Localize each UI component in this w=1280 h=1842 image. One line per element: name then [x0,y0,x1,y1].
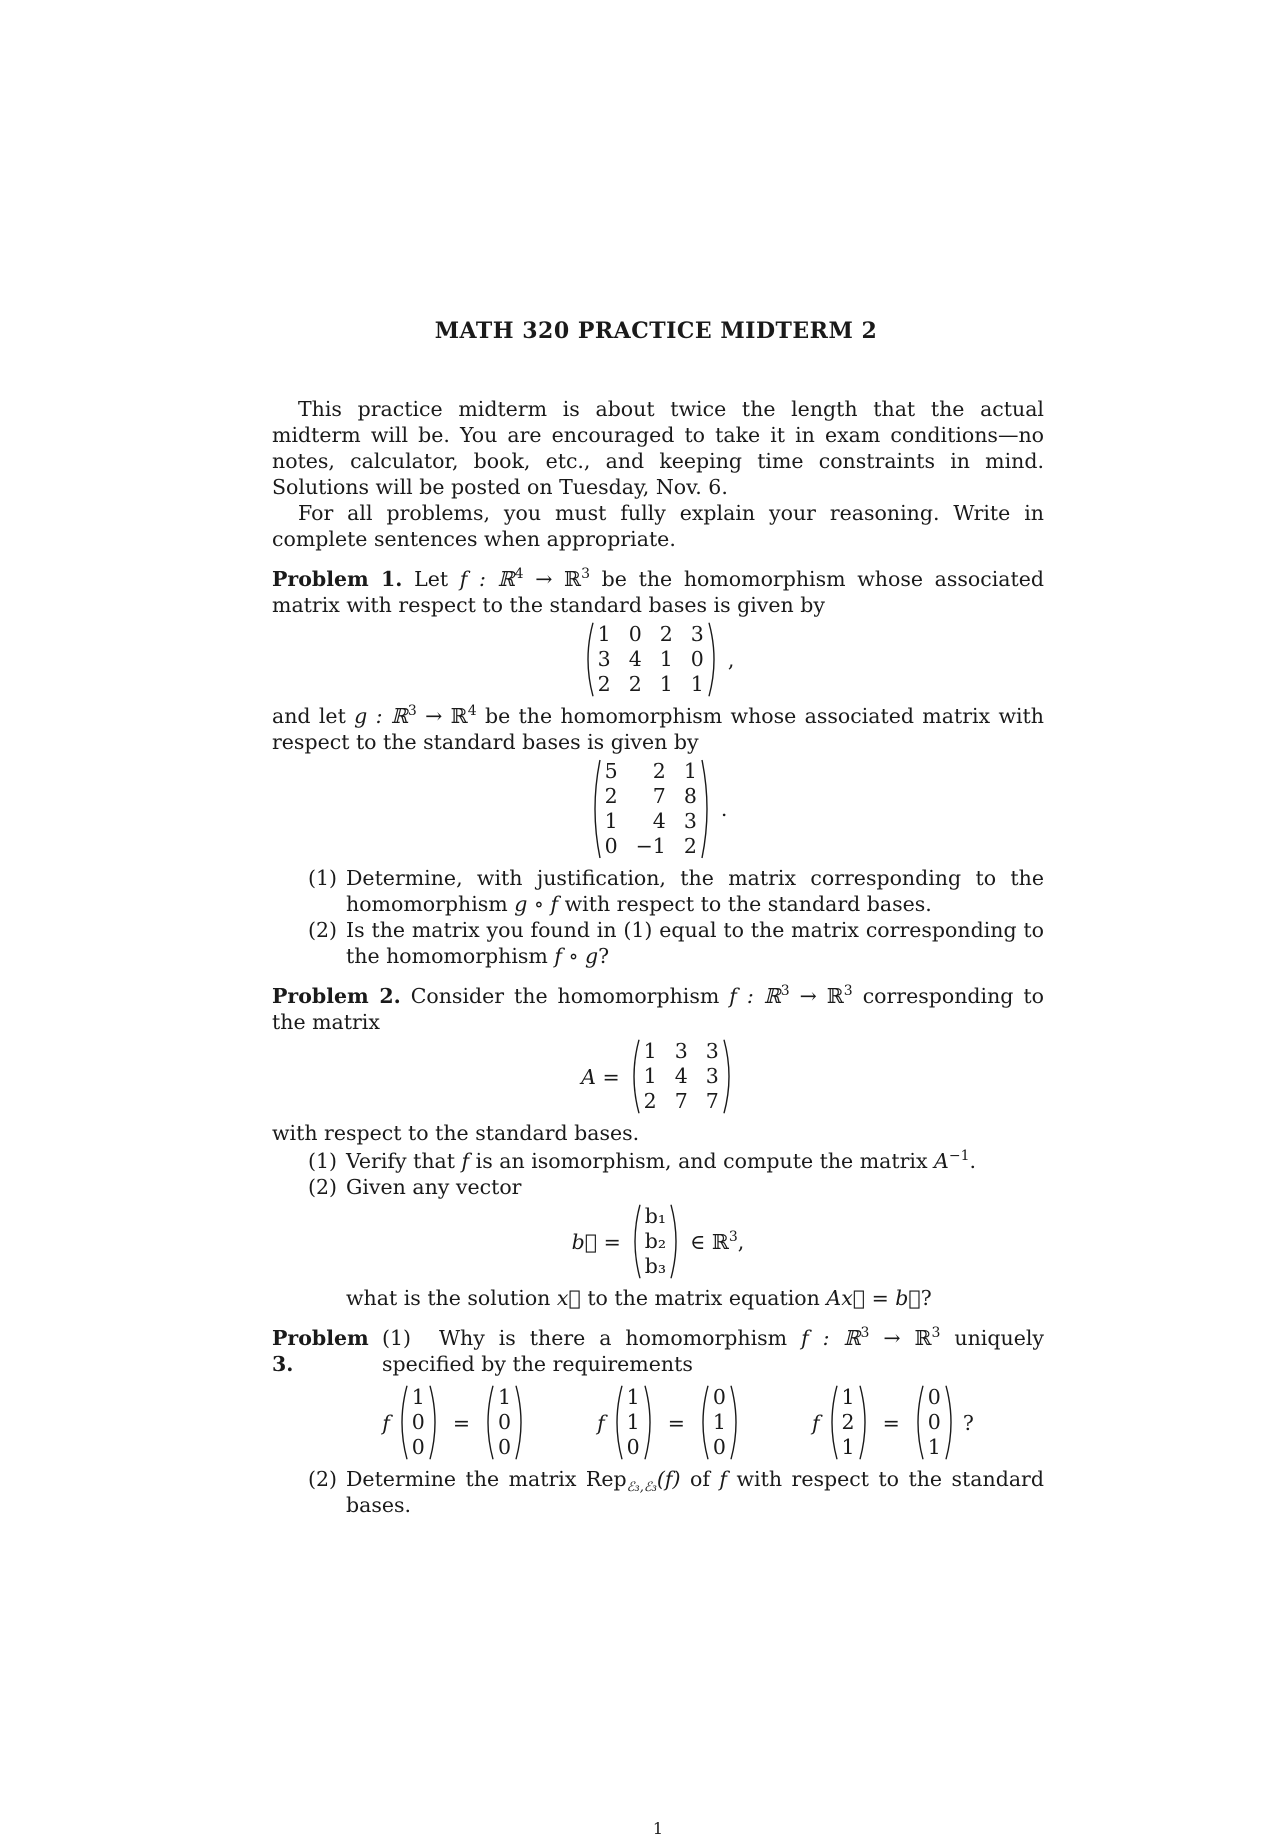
right-paren [644,1385,656,1460]
matrix-entry: 8 [683,784,697,808]
matrix-entry: 2 [652,759,666,783]
right-paren [945,1385,957,1460]
matrix-entry: 4 [674,1064,688,1088]
column-vector [826,1385,871,1460]
matrix-f-display [272,622,1044,697]
vector-grid [709,1385,730,1460]
matrix-A-display [272,1039,1044,1114]
left-paren [697,1385,709,1460]
right-paren [429,1385,441,1460]
matrix-entry: 3 [705,1039,719,1063]
right-paren [730,1385,742,1460]
map-g: g : ℝ$^3$ → ℝ$^4$ [354,703,477,728]
vector-grid [408,1385,429,1460]
matrix-entry: 7 [705,1089,719,1113]
matrix-entry: 3 [705,1064,719,1088]
matrix-entry: 4 [652,809,666,833]
vector-b-display [272,1204,1044,1279]
column-vector [912,1385,957,1460]
f-requirement [382,1385,527,1460]
matrix-punct: , [727,647,735,672]
matrix-entry: 2 [597,672,611,696]
f-requirement [597,1385,742,1460]
matrix-entry: 1 [626,1385,640,1409]
column-vector [482,1385,527,1460]
matrix-entry: −1 [635,834,666,858]
matrix-g-grid [601,759,701,859]
equals-sign: = [667,1410,685,1435]
matrix-entry: 1 [597,622,611,646]
equals-sign: = [452,1410,471,1435]
matrix-entry: 1 [411,1385,425,1409]
matrix-f [582,622,720,697]
vector-grid [838,1385,859,1460]
matrix-entry: 1 [643,1064,657,1088]
problem-2-item-2: (2) Given any vector [308,1175,522,1199]
matrix-entry: 1 [712,1410,726,1434]
problem-3 [272,1325,1044,1518]
matrix-entry: 1 [841,1435,855,1459]
problem-2-title: Problem 2. [272,984,401,1008]
column-vector [396,1385,441,1460]
problem-1-item-2: (2) Is the matrix you found in (1) equal to the matrix corresponding to the homomorphism f ∘ g? [308,918,1044,968]
matrix-entry: 0 [628,622,642,646]
matrix-entry: 0 [411,1435,425,1459]
matrix-entry: 1 [643,1039,657,1063]
problem-1-title: Problem 1. [272,567,403,591]
problem-1-text: Let [414,567,449,591]
matrix-A-grid [640,1039,723,1114]
matrix-entry: 1 [683,759,697,783]
matrix-entry: 0 [712,1385,726,1409]
f-requirements [272,1385,1044,1460]
matrix-g-display [272,759,1044,859]
matrix-A [628,1039,735,1114]
matrix-entry: 3 [683,809,697,833]
equals-sign: = [882,1410,900,1435]
problem-3-item-1: (1) Why is there a homomorphism f : ℝ$^3$ → ℝ$^3$ uniquely specified by the requirements [382,1325,1044,1376]
problem-2-item-1: (1) Verify that f is an isomorphism, and compute the matrix $A^{-1}$. [308,1148,977,1173]
problem-3-item-2: (2) Determine the matrix Rep$_{ℰ_3,ℰ_3}$(f) of f with respect to the standard bases. [308,1467,1044,1517]
problem-2: Problem 2. Consider the homomorphism f : ℝ$^3$ → ℝ$^3$ corresponding to the matrix A = 1 3 3 1 4 3 2 7 7 with respect to the standard bases. (1) Verify that f is an isomorphism, and compute the matrix $A^{-1}$. (2) Given any vector b⃗ = b₁ b₂ b₃ ∈ ℝ$^3$, what is the solution x⃗ to the matrix equation Ax⃗ = b⃗? [272,983,1044,1310]
left-paren [396,1385,408,1460]
f-requirement [812,1385,974,1460]
question-mark: ? [962,1410,974,1435]
problem-1-items [272,865,1044,969]
exam-page [272,318,1044,1838]
matrix-punct: . [720,797,728,821]
page-title: MATH 320 PRACTICE MIDTERM 2 [434,318,878,344]
left-paren [912,1385,924,1460]
matrix-entry: 1 [690,672,704,696]
matrix-entry: b₂ [644,1229,667,1253]
problem-1-text: be the homomorphism whose associated matrix with respect to the standard bases is given by [272,704,1044,754]
problem-1-text: and let [272,704,346,728]
matrix-entry: 0 [712,1435,726,1459]
vector-membership: ∈ ℝ$^3$, [690,1228,745,1254]
matrix-entry: 0 [498,1410,512,1434]
matrix-entry: 1 [498,1385,512,1409]
matrix-entry: 0 [604,834,618,858]
vector-grid [623,1385,644,1460]
matrix-A-label: A = [581,1064,620,1089]
problem-1-text: be the homomorphism whose associated matrix with respect to the standard bases is given by [272,567,1044,617]
intro-paragraph-2: For all problems, you must fully explain your reasoning. Write in complete sentences when appropriate. [272,501,1044,551]
column-vector [611,1385,656,1460]
matrix-entry: 2 [659,622,673,646]
matrix-entry: 7 [674,1089,688,1113]
problem-1 [272,566,1044,969]
matrix-entry: 0 [927,1410,941,1434]
right-paren [859,1385,871,1460]
left-paren [482,1385,494,1460]
f-label: f [597,1410,605,1435]
matrix-entry: 3 [674,1039,688,1063]
matrix-entry: 2 [643,1089,657,1113]
left-paren [611,1385,623,1460]
right-paren [515,1385,527,1460]
matrix-entry: 1 [659,672,673,696]
problem-3-items [272,1466,1044,1518]
matrix-entry: 7 [652,784,666,808]
problem-1-item-1: (1) Determine, with justification, the matrix corresponding to the homomorphism g ∘ f with respect to the standard bases. [308,866,1044,916]
map-f: f : ℝ$^4$ → ℝ$^3$ [459,566,590,591]
vector-b [629,1204,682,1279]
right-paren [708,622,720,697]
left-paren [826,1385,838,1460]
left-paren [629,1204,641,1279]
matrix-entry: 4 [628,647,642,671]
matrix-entry: 1 [841,1385,855,1409]
right-paren [701,759,713,859]
matrix-entry: 0 [690,647,704,671]
right-paren [670,1204,682,1279]
vector-grid [494,1385,515,1460]
vector-b-label: b⃗ = [571,1229,621,1254]
vector-b-grid [641,1204,670,1279]
right-paren [723,1039,735,1114]
matrix-entry: b₃ [644,1254,667,1278]
matrix-entry: 3 [597,647,611,671]
page-number: 1 [652,1819,664,1838]
intro-paragraph-1: This practice midterm is about twice the length that the actual midterm will be. You are encouraged to take it in exam conditions—no notes, calculator, book, etc., and keeping time constraints in mind. Solutions will be posted on Tuesday, Nov. 6. [272,397,1044,499]
matrix-entry: 1 [927,1435,941,1459]
matrix-entry: 0 [927,1385,941,1409]
problem-2-solution-question: what is the solution x⃗ to the matrix equation Ax⃗ = b⃗? [346,1286,932,1310]
matrix-entry: 0 [626,1435,640,1459]
problem-2-text: with respect to the standard bases. [272,1121,640,1145]
vector-grid [924,1385,945,1460]
matrix-entry: 2 [683,834,697,858]
f-label: f [811,1410,820,1435]
matrix-entry: 1 [604,809,618,833]
matrix-entry: 1 [626,1410,640,1434]
problem-2-items [272,1148,1044,1200]
matrix-entry: 2 [604,784,618,808]
problem-3-title: Problem 3. [272,1326,369,1376]
left-paren [628,1039,640,1114]
matrix-entry: b₁ [644,1204,667,1228]
matrix-g [589,759,713,859]
left-paren [582,622,594,697]
matrix-entry: 2 [628,672,642,696]
matrix-entry: 0 [411,1410,425,1434]
left-paren [589,759,601,859]
matrix-entry: 0 [498,1435,512,1459]
matrix-entry: 5 [604,759,618,783]
matrix-entry: 1 [659,647,673,671]
map-f: f : ℝ$^3$ → ℝ$^3$ [729,983,853,1008]
matrix-entry: 2 [841,1410,855,1434]
matrix-f-grid [594,622,708,697]
column-vector [697,1385,742,1460]
f-label: f [382,1410,390,1435]
matrix-entry: 3 [690,622,704,646]
